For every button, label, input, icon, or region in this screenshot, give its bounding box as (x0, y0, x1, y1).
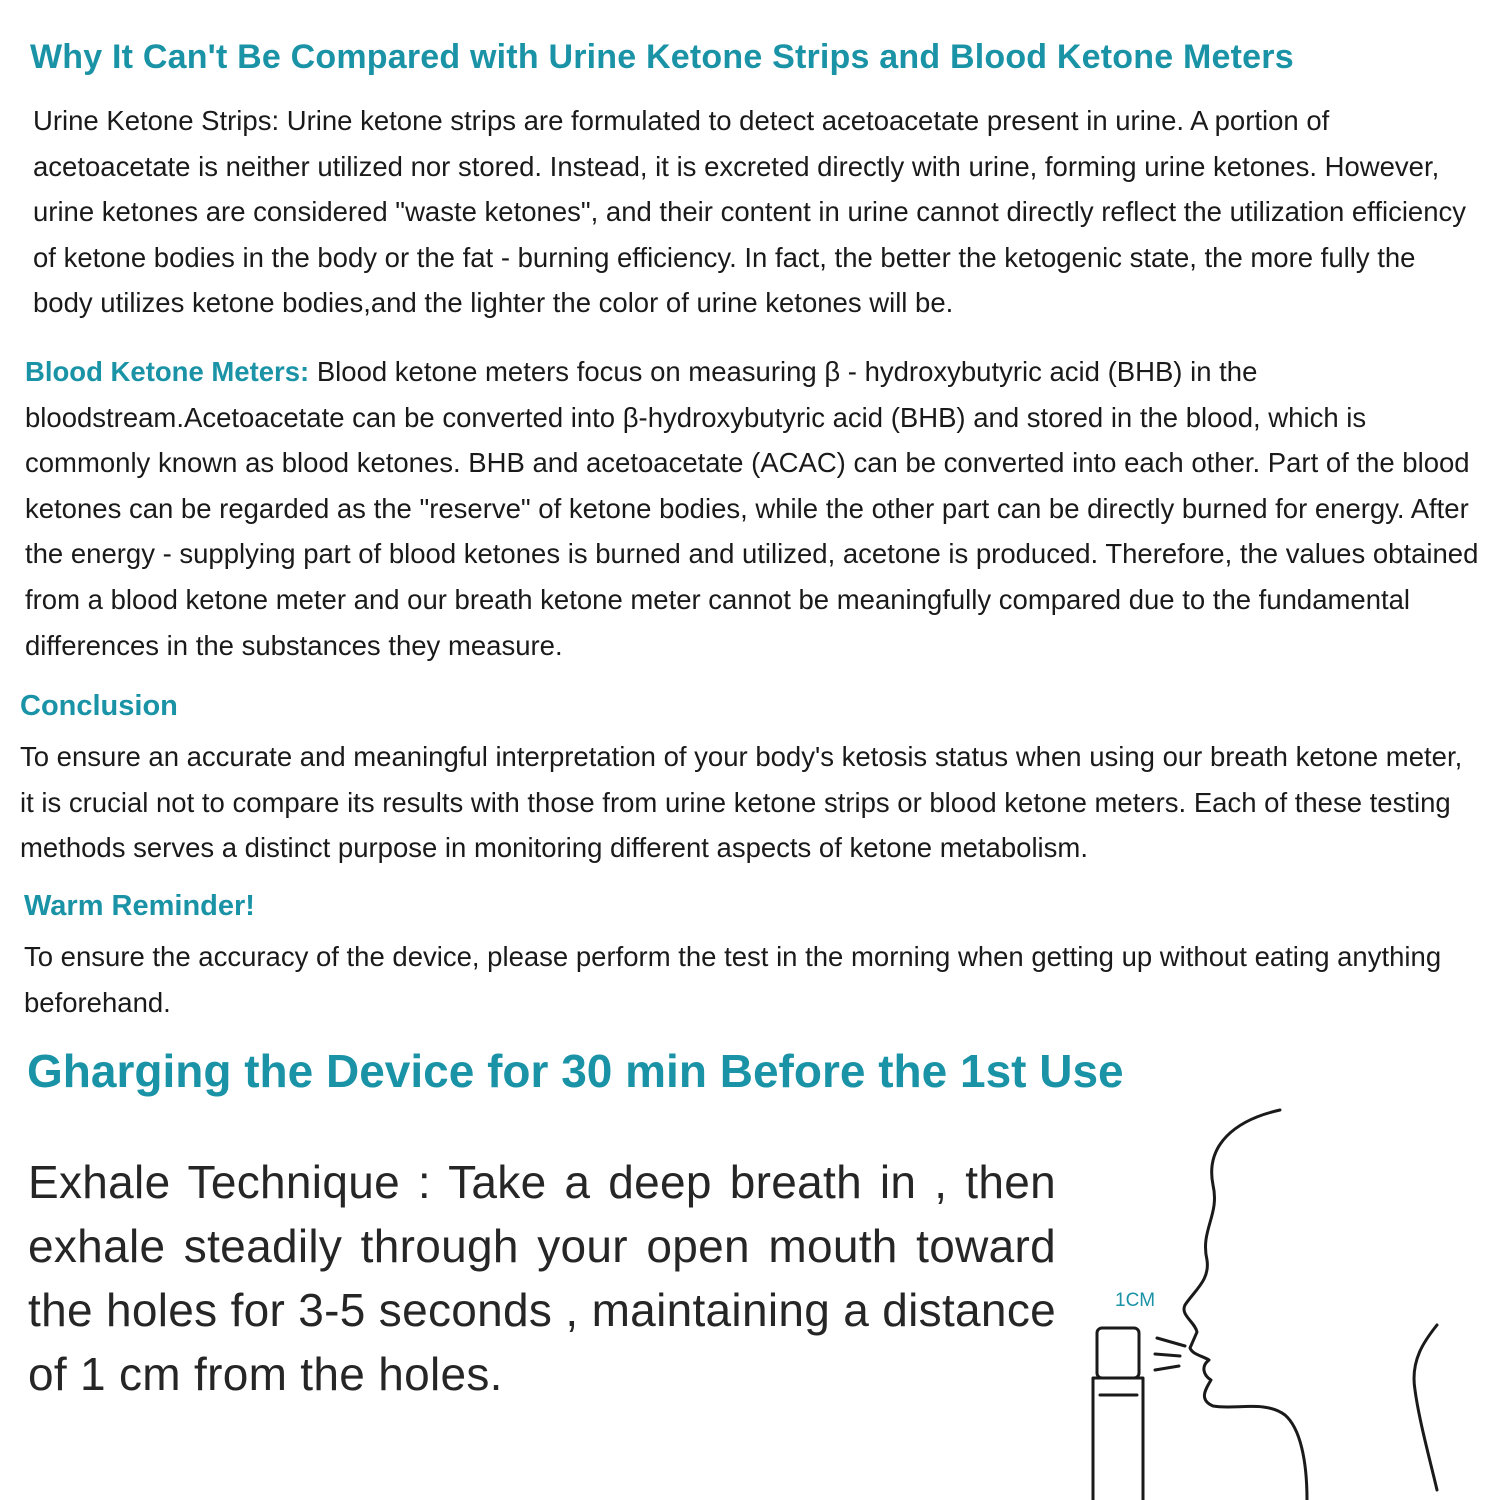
distance-label: 1CM (1115, 1290, 1156, 1311)
breath-meter-device-icon (1093, 1328, 1143, 1500)
exhale-technique-text: Exhale Technique : Take a deep breath in , then exhale steadily through your open mouth toward the holes for 3-5 seconds , maintaining a distance of 1 cm from the holes. (28, 1156, 1056, 1400)
urine-strips-paragraph: Urine Ketone Strips: Urine ketone strips are formulated to detect acetoacetate present in urine. A portion of acetoacetate is neither utilized nor stored. Instead, it is excreted directly with urine, forming urine ketones. However, urine ketones are considered "waste ketones", and their content in urine cannot directly reflect the utilization efficiency of ketone bodies in the body or the fat - burning efficiency. In fact, the better the ketogenic state, the more fully the body utilizes ketone bodies,and the lighter the color of urine ketones will be. (33, 105, 1467, 319)
blood-meters-paragraph (25, 349, 1487, 668)
conclusion-heading: Conclusion (20, 690, 178, 722)
breath-lines-icon (1155, 1338, 1185, 1370)
conclusion-paragraph: To ensure an accurate and meaningful interpretation of your body's ketosis status when using our breath ketone meter, it is crucial not to compare its results with those from urine ketone strips or blood ketone meters. Each of these testing methods serves a distinct purpose in monitoring different aspects of ketone metabolism. (20, 741, 1463, 864)
charging-heading: Gharging the Device for 30 min Before the 1st Use (27, 1045, 1124, 1097)
face-profile-icon (1184, 1110, 1437, 1500)
warm-reminder-heading: Warm Reminder! (24, 890, 255, 922)
blood-meters-text: Blood ketone meters focus on measuring β - hydroxybutyric acid (BHB) in the bloodstream.Acetoacetate can be converted into β-hydroxybutyric acid (BHB) and stored in the blood, which is commonly known as blood ketones. BHB and acetoacetate (ACAC) can be converted into each other. Part of the blood ketones can be regarded as the "reserve" of ketone bodies, while the other part can be directly burned for energy. After the energy - supplying part of blood ketones is burned and utilized, acetone is produced. Therefore, the values obtained from a blood ketone meter and our breath ketone meter cannot be meaningfully compared due to the fundamental differences in the substances they measure. (25, 356, 1479, 661)
warm-reminder-paragraph: To ensure the accuracy of the device, please perform the test in the morning when getting up without eating anything beforehand. (24, 941, 1442, 1018)
main-heading: Why It Can't Be Compared with Urine Ketone Strips and Blood Ketone Meters (30, 38, 1294, 76)
blood-meters-label: Blood Ketone Meters: (25, 356, 310, 387)
